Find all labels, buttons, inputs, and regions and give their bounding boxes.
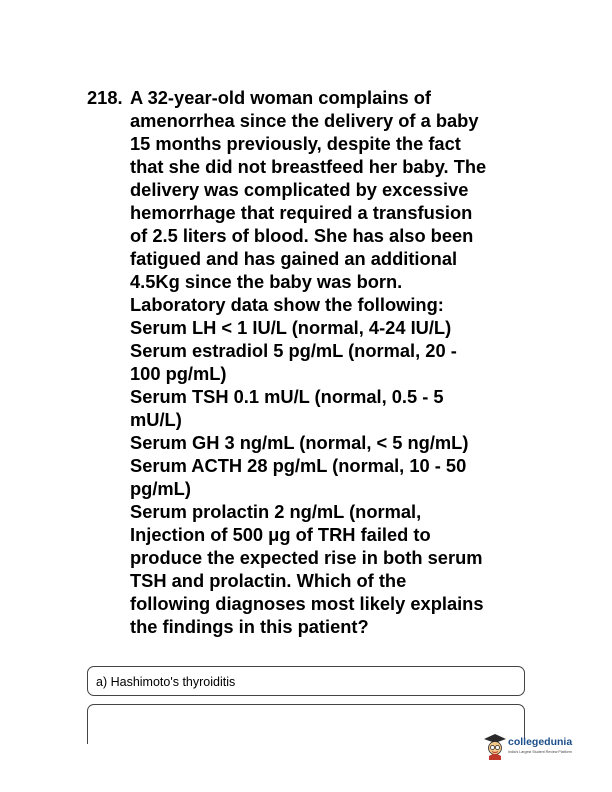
- question-line: hemorrhage that required a transfusion: [130, 202, 473, 223]
- logo-tagline: India's Largest Student Review Platform: [508, 750, 572, 754]
- question-block: [87, 86, 527, 638]
- logo-wordmark: collegedunia: [508, 736, 573, 748]
- question-line: fatigued and has gained an additional: [130, 248, 458, 269]
- question-line: Injection of 500 μg of TRH failed to: [130, 524, 431, 545]
- question-line: the findings in this patient?: [130, 616, 369, 637]
- graduate-mascot-icon: [482, 730, 508, 760]
- question-line: following diagnoses most likely explains: [130, 593, 484, 614]
- question-line: Serum ACTH 28 pg/mL (normal, 10 - 50: [130, 455, 467, 476]
- question-number: 218.: [87, 87, 123, 108]
- question-line: 100 pg/mL): [130, 363, 227, 384]
- question-line: Serum prolactin 2 ng/mL (normal,: [130, 501, 422, 522]
- collegedunia-logo: [482, 730, 592, 762]
- question-text: [130, 86, 527, 638]
- question-line: that she did not breastfeed her baby. The: [130, 156, 487, 177]
- question-line: TSH and prolactin. Which of the: [130, 570, 407, 591]
- question-line: mU/L): [130, 409, 182, 430]
- question-line: delivery was complicated by excessive: [130, 179, 469, 200]
- question-line: Serum LH < 1 IU/L (normal, 4-24 IU/L): [130, 317, 452, 338]
- question-line: 4.5Kg since the baby was born.: [130, 271, 403, 292]
- question-line: pg/mL): [130, 478, 191, 499]
- option-b[interactable]: [87, 704, 525, 744]
- question-line: produce the expected rise in both serum: [130, 547, 483, 568]
- option-a[interactable]: a) Hashimoto's thyroiditis: [87, 666, 525, 696]
- question-line: of 2.5 liters of blood. She has also been: [130, 225, 474, 246]
- question-line: Laboratory data show the following:: [130, 294, 444, 315]
- question-line: A 32-year-old woman complains of: [130, 87, 432, 108]
- question-line: Serum TSH 0.1 mU/L (normal, 0.5 - 5: [130, 386, 444, 407]
- question-line: amenorrhea since the delivery of a baby: [130, 110, 479, 131]
- question-line: 15 months previously, despite the fact: [130, 133, 461, 154]
- question-line: Serum GH 3 ng/mL (normal, < 5 ng/mL): [130, 432, 469, 453]
- question-line: Serum estradiol 5 pg/mL (normal, 20 -: [130, 340, 457, 361]
